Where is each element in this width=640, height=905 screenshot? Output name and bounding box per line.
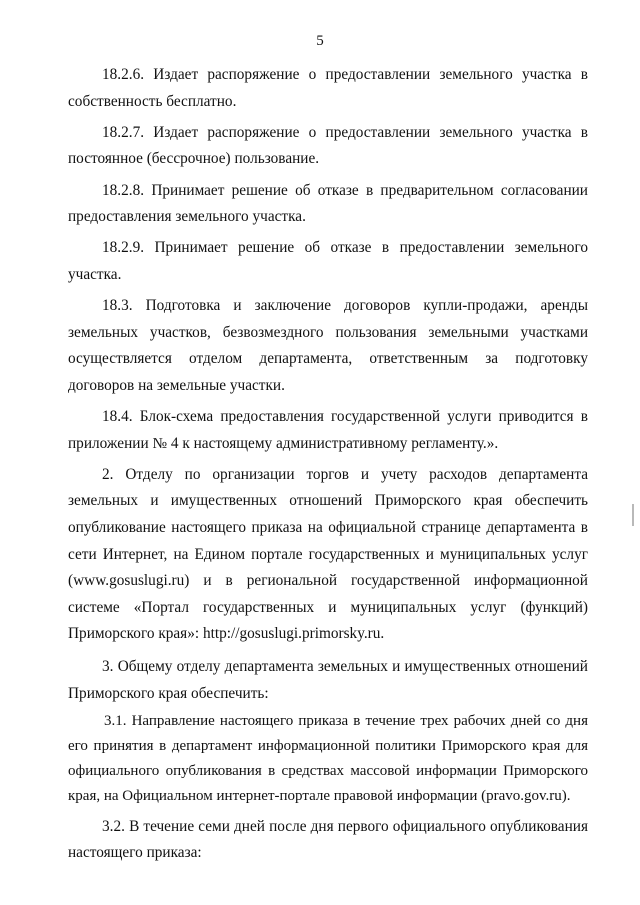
paragraph-18-2-9: 18.2.9. Принимает решение об отказе в предоставлении земельного участка. [68,239,588,283]
paragraph-18-2-8: 18.2.8. Принимает решение об отказе в предварительном согласовании предоставления земельного участка. [68,181,588,226]
paragraph-3: 3. Общему отделу департамента земельных и имущественных отношений Приморского края обеспечить: [68,658,588,702]
paragraph-3-2: 3.2. В течение семи дней после дня первого официального опубликования настоящего приказа: [68,817,588,862]
paragraph-18-2-7: 18.2.7. Издает распоряжение о предоставлении земельного участка в постоянное (бессрочное) пользование. [68,123,588,168]
paragraph-2: 2. Отделу по организации торгов и учету расходов департамента земельных и имущественных отношений Приморского края обеспечить опубликование настоящего приказа на официальной странице департамента в сети Интернет, на Едином портале государственных и муниципальных услуг (www.gosuslugi.ru) и в региональной государственной информационной системе «Портал государственных и муниципальных услуг (функций) Приморского края»: http://gosuslugi.primorsky.ru. [68,465,588,643]
paragraph-18-2-6: 18.2.6. Издает распоряжение о предоставлении земельного участка в собственность бесплатно. [68,66,588,110]
paragraph-3-1: 3.1. Направление настоящего приказа в течение трех рабочих дней со дня его принятия в департамент информационной политики Приморского края для официального опубликования в средствах массовой информации Приморского края, на Официальном интернет-портале правовой информации (pravo.gov.ru). [68,713,588,805]
page-number: 5 [316,33,324,49]
paragraph-18-3: 18.3. Подготовка и заключение договоров купли-продажи, аренды земельных участков, безвозмездного пользования земельными участками осуществляется отделом департамента, ответственным за подготовку договоров на земельные участки. [68,297,588,394]
scan-edge-mark [632,504,634,526]
document-body [68,62,588,872]
paragraph-18-4: 18.4. Блок-схема предоставления государственной услуги приводится в приложении № 4 к настоящему административному регламенту.». [68,408,588,452]
